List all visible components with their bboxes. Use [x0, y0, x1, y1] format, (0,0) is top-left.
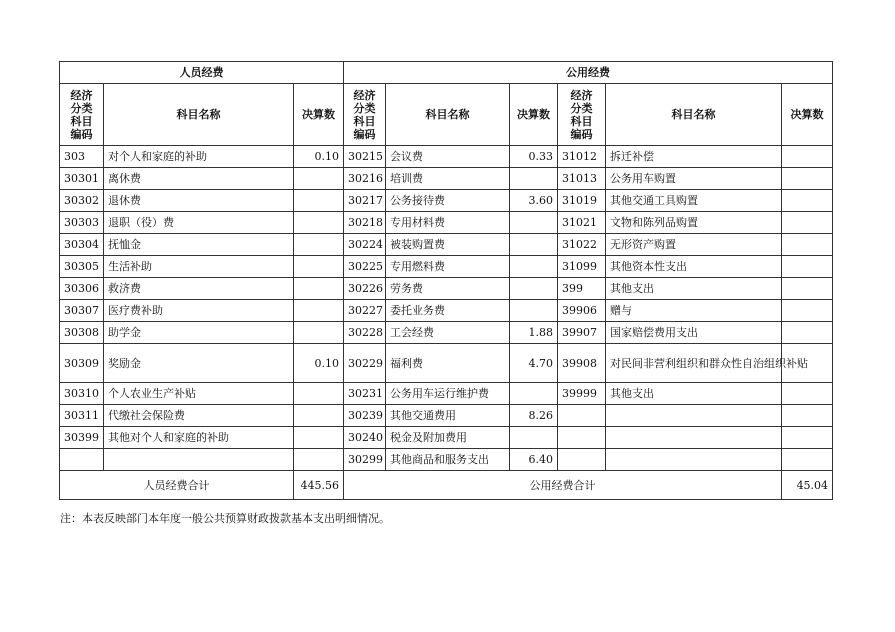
personnel-amount-cell — [294, 405, 344, 427]
public-code-cell: 399 — [558, 278, 606, 300]
personnel-amount-cell — [294, 427, 344, 449]
public-name-cell: 被装购置费 — [386, 234, 510, 256]
table-row — [60, 322, 833, 344]
public-name-cell: 赠与 — [606, 300, 782, 322]
public-amount-cell — [782, 146, 833, 168]
public-name-cell: 文物和陈列品购置 — [606, 212, 782, 234]
public-code-cell: 31013 — [558, 168, 606, 190]
public-code-cell: 30239 — [344, 405, 386, 427]
personnel-name-cell: 代缴社会保险费 — [104, 405, 294, 427]
personnel-amount-cell: 0.10 — [294, 344, 344, 383]
table-row — [60, 146, 833, 168]
personnel-name-cell: 生活补助 — [104, 256, 294, 278]
table-row — [60, 344, 833, 383]
code-header: 经济 分类 科目 编码 — [558, 84, 606, 146]
public-name-cell: 其他交通费用 — [386, 405, 510, 427]
public-code-cell: 39907 — [558, 322, 606, 344]
personnel-amount-cell — [294, 383, 344, 405]
personnel-code-cell: 30301 — [60, 168, 104, 190]
personnel-total-label: 人员经费合计 — [60, 471, 294, 500]
public-code-cell: 30229 — [344, 344, 386, 383]
personnel-amount-cell: 0.10 — [294, 146, 344, 168]
personnel-amount-cell — [294, 234, 344, 256]
amount-header: 决算数 — [782, 84, 833, 146]
amount-header: 决算数 — [294, 84, 344, 146]
public-code-cell: 30240 — [344, 427, 386, 449]
public-name-cell: 其他资本性支出 — [606, 256, 782, 278]
personnel-code-cell: 30302 — [60, 190, 104, 212]
personnel-name-cell: 医疗费补助 — [104, 300, 294, 322]
table-row — [60, 212, 833, 234]
personnel-code-cell: 30304 — [60, 234, 104, 256]
public-name-cell: 税金及附加费用 — [386, 427, 510, 449]
personnel-amount-cell — [294, 278, 344, 300]
personnel-name-cell: 退职（役）费 — [104, 212, 294, 234]
personnel-code-cell: 30306 — [60, 278, 104, 300]
public-code-cell: 39908 — [558, 344, 606, 383]
public-code-cell: 30226 — [344, 278, 386, 300]
table-row — [60, 449, 833, 471]
public-amount-cell — [782, 405, 833, 427]
public-name-cell: 公务用车购置 — [606, 168, 782, 190]
public-name-cell — [606, 449, 782, 471]
personnel-code-cell: 30308 — [60, 322, 104, 344]
public-code-cell: 31022 — [558, 234, 606, 256]
public-amount-cell — [782, 300, 833, 322]
personnel-code-cell — [60, 449, 104, 471]
public-name-cell: 其他支出 — [606, 278, 782, 300]
personnel-name-cell: 奖励金 — [104, 344, 294, 383]
public-name-cell: 无形资产购置 — [606, 234, 782, 256]
personnel-name-cell — [104, 449, 294, 471]
public-amount-cell: 0.33 — [510, 146, 558, 168]
table-row — [60, 190, 833, 212]
table-row — [60, 383, 833, 405]
public-code-cell: 30224 — [344, 234, 386, 256]
public-code-cell: 30218 — [344, 212, 386, 234]
public-name-cell: 其他支出 — [606, 383, 782, 405]
public-code-cell: 31012 — [558, 146, 606, 168]
personnel-code-cell: 30399 — [60, 427, 104, 449]
public-amount-cell: 8.26 — [510, 405, 558, 427]
personnel-code-cell: 30309 — [60, 344, 104, 383]
public-amount-cell — [510, 212, 558, 234]
personnel-name-cell: 退休费 — [104, 190, 294, 212]
public-amount-cell — [782, 256, 833, 278]
public-name-cell: 其他商品和服务支出 — [386, 449, 510, 471]
public-name-cell: 国家赔偿费用支出 — [606, 322, 782, 344]
name-header: 科目名称 — [104, 84, 294, 146]
personnel-total-value: 445.56 — [294, 471, 344, 500]
public-code-cell: 30231 — [344, 383, 386, 405]
personnel-code-cell: 30310 — [60, 383, 104, 405]
public-name-cell: 培训费 — [386, 168, 510, 190]
public-amount-cell: 4.70 — [510, 344, 558, 383]
public-code-cell — [558, 405, 606, 427]
public-amount-cell — [782, 278, 833, 300]
personnel-name-cell: 个人农业生产补贴 — [104, 383, 294, 405]
public-code-cell: 31099 — [558, 256, 606, 278]
public-name-cell: 公务用车运行维护费 — [386, 383, 510, 405]
personnel-section-header: 人员经费 — [60, 62, 344, 84]
public-name-cell: 对民间非营利组织和群众性自治组织补贴 — [606, 344, 782, 383]
table-row — [60, 256, 833, 278]
public-amount-cell — [510, 234, 558, 256]
public-name-cell: 公务接待费 — [386, 190, 510, 212]
personnel-name-cell: 救济费 — [104, 278, 294, 300]
personnel-name-cell: 离休费 — [104, 168, 294, 190]
public-name-cell: 专用燃料费 — [386, 256, 510, 278]
public-amount-cell — [782, 234, 833, 256]
public-code-cell: 30225 — [344, 256, 386, 278]
public-name-cell: 其他交通工具购置 — [606, 190, 782, 212]
public-code-cell: 30217 — [344, 190, 386, 212]
public-name-cell: 专用材料费 — [386, 212, 510, 234]
personnel-code-cell: 30307 — [60, 300, 104, 322]
public-amount-cell — [782, 212, 833, 234]
public-code-cell: 39906 — [558, 300, 606, 322]
personnel-name-cell: 其他对个人和家庭的补助 — [104, 427, 294, 449]
public-amount-cell — [782, 383, 833, 405]
public-code-cell: 30228 — [344, 322, 386, 344]
amount-header: 决算数 — [510, 84, 558, 146]
public-amount-cell: 3.60 — [510, 190, 558, 212]
public-name-cell: 会议费 — [386, 146, 510, 168]
public-name-cell — [606, 405, 782, 427]
personnel-amount-cell — [294, 212, 344, 234]
public-code-cell: 31021 — [558, 212, 606, 234]
public-code-cell: 31019 — [558, 190, 606, 212]
public-code-cell: 30227 — [344, 300, 386, 322]
public-code-cell — [558, 427, 606, 449]
code-header: 经济 分类 科目 编码 — [344, 84, 386, 146]
name-header: 科目名称 — [606, 84, 782, 146]
public-name-cell: 委托业务费 — [386, 300, 510, 322]
personnel-amount-cell — [294, 190, 344, 212]
table-note: 注：本表反映部门本年度一般公共预算财政拨款基本支出明细情况。 — [60, 512, 390, 525]
public-amount-cell — [782, 168, 833, 190]
personnel-name-cell: 助学金 — [104, 322, 294, 344]
public-amount-cell — [510, 427, 558, 449]
table-row — [60, 234, 833, 256]
personnel-name-cell: 对个人和家庭的补助 — [104, 146, 294, 168]
public-amount-cell — [782, 190, 833, 212]
public-amount-cell — [510, 256, 558, 278]
public-amount-cell — [510, 383, 558, 405]
name-header: 科目名称 — [386, 84, 510, 146]
public-name-cell: 福利费 — [386, 344, 510, 383]
public-amount-cell — [510, 168, 558, 190]
public-amount-cell: 6.40 — [510, 449, 558, 471]
personnel-code-cell: 303 — [60, 146, 104, 168]
table-row — [60, 278, 833, 300]
table-row — [60, 300, 833, 322]
personnel-name-cell: 抚恤金 — [104, 234, 294, 256]
public-name-cell: 拆迁补偿 — [606, 146, 782, 168]
personnel-amount-cell — [294, 300, 344, 322]
public-code-cell: 39999 — [558, 383, 606, 405]
public-amount-cell — [782, 449, 833, 471]
personnel-code-cell: 30311 — [60, 405, 104, 427]
public-amount-cell — [510, 300, 558, 322]
personnel-amount-cell — [294, 168, 344, 190]
personnel-amount-cell — [294, 449, 344, 471]
public-name-cell: 劳务费 — [386, 278, 510, 300]
personnel-amount-cell — [294, 322, 344, 344]
public-name-cell — [606, 427, 782, 449]
public-amount-cell — [510, 278, 558, 300]
personnel-amount-cell — [294, 256, 344, 278]
public-code-cell: 30216 — [344, 168, 386, 190]
table-row — [60, 168, 833, 190]
code-header: 经济 分类 科目 编码 — [60, 84, 104, 146]
table-row — [60, 405, 833, 427]
public-code-cell — [558, 449, 606, 471]
personnel-code-cell: 30305 — [60, 256, 104, 278]
public-total-value: 45.04 — [782, 471, 833, 500]
public-total-label: 公用经费合计 — [344, 471, 782, 500]
personnel-code-cell: 30303 — [60, 212, 104, 234]
public-code-cell: 30215 — [344, 146, 386, 168]
public-code-cell: 30299 — [344, 449, 386, 471]
public-amount-cell: 1.88 — [510, 322, 558, 344]
public-amount-cell — [782, 322, 833, 344]
expenditure-table — [59, 61, 833, 500]
public-section-header: 公用经费 — [344, 62, 833, 84]
public-name-cell: 工会经费 — [386, 322, 510, 344]
public-amount-cell — [782, 427, 833, 449]
table-row — [60, 427, 833, 449]
